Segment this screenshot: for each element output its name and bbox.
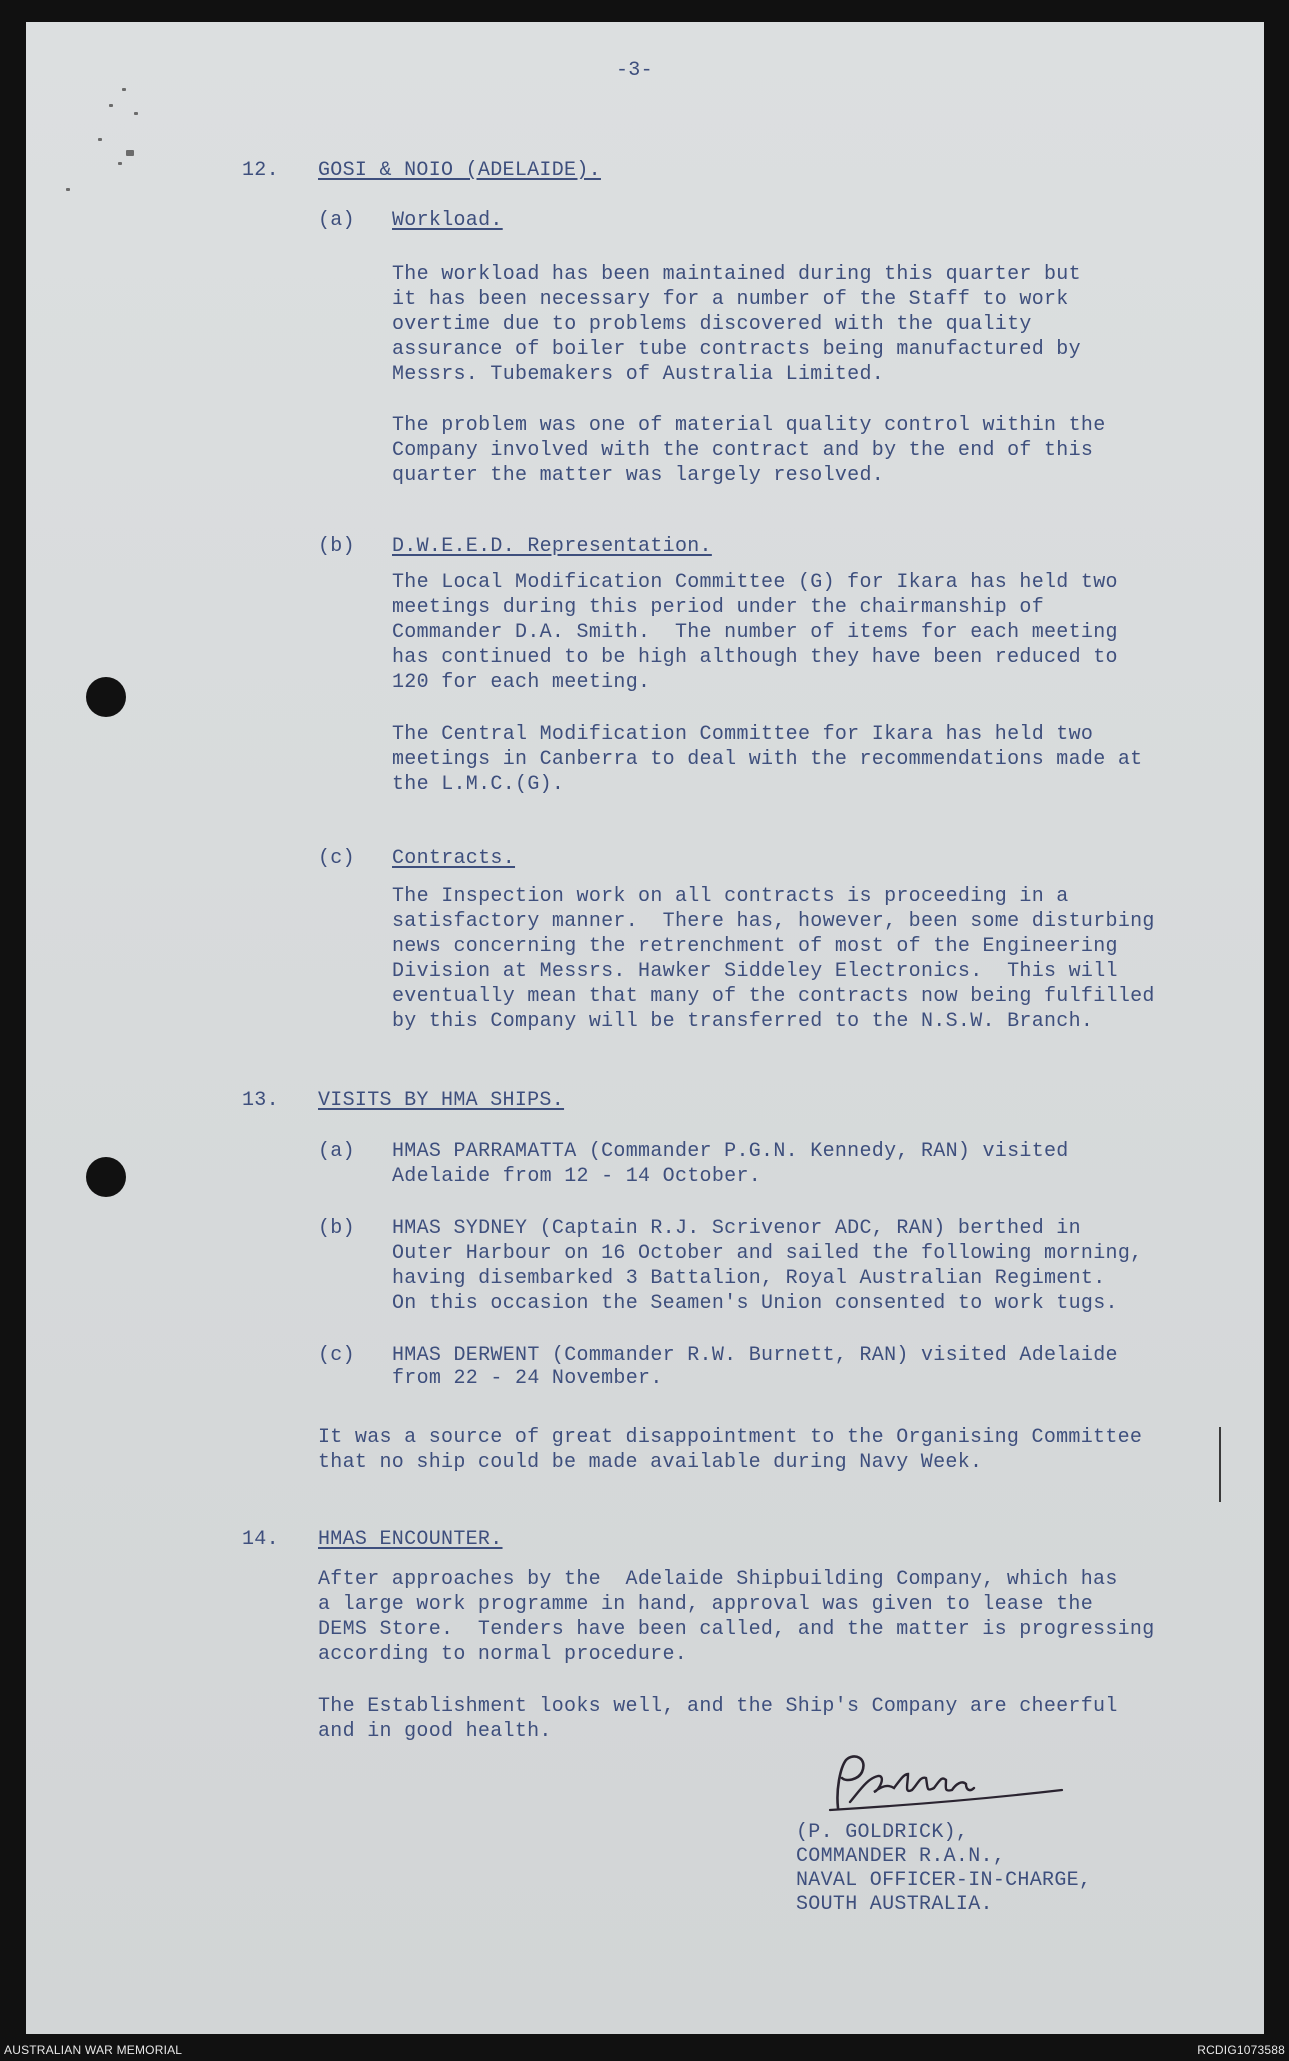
text-line: eventually mean that many of the contracts now being fulfilled (392, 985, 1155, 1008)
footer-source: AUSTRALIAN WAR MEMORIAL (4, 2043, 183, 2057)
text-line: The Inspection work on all contracts is proceeding in a (392, 885, 1069, 908)
text-line: satisfactory manner. There has, however, been some disturbing (392, 910, 1155, 933)
text-line: news concerning the retrenchment of most of the Engineering (392, 935, 1118, 958)
paper-speck (126, 150, 134, 156)
text-line: it has been necessary for a number of the Staff to work (392, 288, 1069, 311)
text-line: DEMS Store. Tenders have been called, and the matter is progressing (318, 1618, 1155, 1641)
paper-speck (122, 88, 126, 91)
margin-mark (1219, 1427, 1221, 1502)
paper-speck (98, 138, 102, 141)
text-line: meetings in Canberra to deal with the recommendations made at (392, 748, 1143, 771)
text-line: assurance of boiler tube contracts being manufactured by (392, 338, 1081, 361)
section-heading: VISITS BY HMA SHIPS. (318, 1089, 565, 1112)
paper-speck (109, 104, 113, 107)
text-line: quarter the matter was largely resolved. (392, 464, 885, 487)
footer-id: RCDIG1073588 (1197, 2043, 1285, 2057)
item-label: (a) (318, 209, 355, 232)
text-line: according to normal procedure. (318, 1643, 688, 1666)
text-line: that no ship could be made available during Navy Week. (318, 1451, 983, 1474)
signatory-location: SOUTH AUSTRALIA. (796, 1893, 993, 1916)
text-line: The Central Modification Committee for Ikara has held two (392, 723, 1094, 746)
document-page (26, 22, 1264, 2034)
paper-speck (118, 162, 122, 165)
text-line: has continued to be high although they have been reduced to (392, 646, 1118, 669)
text-line: by this Company will be transferred to the N.S.W. Branch. (392, 1010, 1094, 1033)
text-line: HMAS SYDNEY (Captain R.J. Scrivenor ADC, RAN) berthed in (392, 1217, 1081, 1240)
item-label: (b) (318, 535, 355, 558)
item-title: Workload. (392, 209, 503, 232)
text-line: Messrs. Tubemakers of Australia Limited. (392, 363, 885, 386)
text-line: Commander D.A. Smith. The number of items for each meeting (392, 621, 1118, 644)
text-line: The workload has been maintained during this quarter but (392, 263, 1081, 286)
paper-speck (66, 188, 70, 191)
text-line: On this occasion the Seamen's Union consented to work tugs. (392, 1292, 1118, 1315)
text-line: the L.M.C.(G). (392, 773, 565, 796)
signatory-rank: COMMANDER R.A.N., (796, 1845, 1006, 1868)
text-line: Division at Messrs. Hawker Siddeley Electronics. This will (392, 960, 1118, 983)
item-label: (b) (318, 1217, 355, 1240)
item-label: (c) (318, 1344, 355, 1367)
punch-hole (86, 677, 126, 717)
signatory-name: (P. GOLDRICK), (796, 1821, 969, 1844)
section-number: 14. (242, 1528, 279, 1551)
text-line: a large work programme in hand, approval was given to lease the (318, 1593, 1094, 1616)
text-line: from 22 - 24 November. (392, 1367, 663, 1390)
item-label: (a) (318, 1140, 355, 1163)
text-line: having disembarked 3 Battalion, Royal Australian Regiment. (392, 1267, 1106, 1290)
text-line: and in good health. (318, 1720, 552, 1743)
text-line: meetings during this period under the chairmanship of (392, 596, 1045, 619)
section-number: 13. (242, 1089, 279, 1112)
handwritten-signature (816, 1750, 1076, 1820)
signatory-role: NAVAL OFFICER-IN-CHARGE, (796, 1869, 1092, 1892)
text-line: Company involved with the contract and by the end of this (392, 439, 1094, 462)
text-line: HMAS PARRAMATTA (Commander P.G.N. Kennedy, RAN) visited (392, 1140, 1069, 1163)
section-heading: GOSI & NOIO (ADELAIDE). (318, 159, 601, 182)
text-line: The problem was one of material quality control within the (392, 414, 1106, 437)
paper-speck (134, 112, 138, 115)
text-line: The Establishment looks well, and the Ship's Company are cheerful (318, 1695, 1118, 1718)
text-line: 120 for each meeting. (392, 671, 651, 694)
text-line: After approaches by the Adelaide Shipbuilding Company, which has (318, 1568, 1118, 1591)
punch-hole (86, 1157, 126, 1197)
text-line: HMAS DERWENT (Commander R.W. Burnett, RAN) visited Adelaide (392, 1344, 1118, 1367)
page-number: -3- (616, 59, 653, 82)
item-title: D.W.E.E.D. Representation. (392, 535, 712, 558)
section-number: 12. (242, 159, 279, 182)
item-label: (c) (318, 847, 355, 870)
text-line: Adelaide from 12 - 14 October. (392, 1165, 762, 1188)
item-title: Contracts. (392, 847, 516, 870)
text-line: The Local Modification Committee (G) for Ikara has held two (392, 571, 1118, 594)
text-line: It was a source of great disappointment to the Organising Committee (318, 1426, 1143, 1449)
text-line: Outer Harbour on 16 October and sailed the following morning, (392, 1242, 1143, 1265)
section-heading: HMAS ENCOUNTER. (318, 1528, 503, 1551)
text-line: overtime due to problems discovered with the quality (392, 313, 1032, 336)
